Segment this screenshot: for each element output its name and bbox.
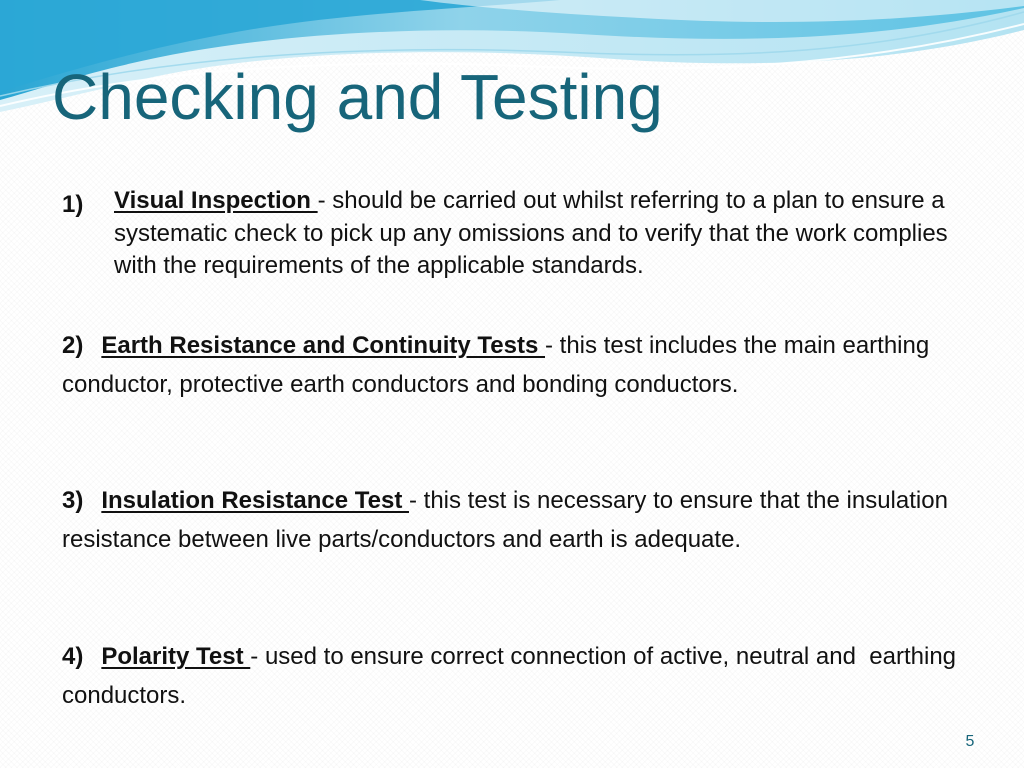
item-heading: Insulation Resistance Test — [101, 487, 409, 514]
item-heading: Earth Resistance and Continuity Tests — [101, 332, 545, 359]
list-item-earth-resistance — [62, 326, 962, 404]
item-number: 2) — [62, 332, 84, 359]
item-body — [114, 185, 954, 283]
item-text: - should be carried out whilst referring to a plan to ensure a systematic check to pick up any omissions and to verify that the work complies with the requirements of the applicable standards. — [114, 187, 948, 279]
list-item-polarity-test — [62, 637, 962, 715]
item-heading: Polarity Test — [101, 643, 251, 670]
item-number: 4) — [62, 643, 84, 670]
item-number: 3) — [62, 487, 84, 514]
item-text: - used to ensure correct connection of active, neutral and earthing conductors. — [62, 643, 963, 709]
page-title: Checking and Testing — [52, 61, 663, 133]
page-number: 5 — [965, 733, 975, 750]
list-item-insulation-resistance — [62, 481, 962, 559]
item-text: - this test includes the main earthing conductor, protective earth conductors and bonding conductors. — [62, 332, 930, 398]
item-text: - this test is necessary to ensure that the insulation resistance between live parts/conductors and earth is adequate. — [62, 487, 948, 553]
item-heading: Visual Inspection — [114, 187, 318, 214]
item-number: 1) — [62, 191, 84, 218]
